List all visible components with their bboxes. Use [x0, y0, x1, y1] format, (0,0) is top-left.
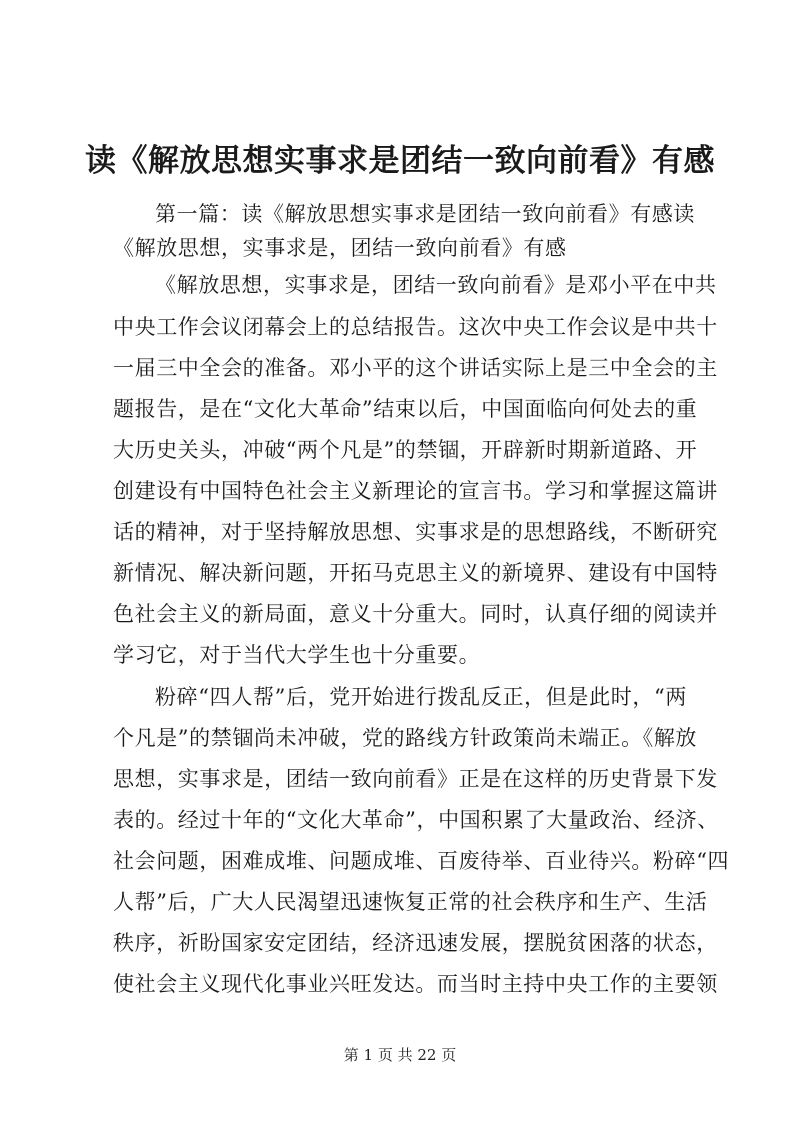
text-line: 使社会主义现代化事业兴旺发达。而当时主持中央工作的主要领: [113, 972, 718, 996]
text-line: 中央工作会议闭幕会上的总结报告。这次中央工作会议是中共十: [113, 315, 718, 339]
text-line: 《解放思想，实事求是，团结一致向前看》是邓小平在中共: [155, 273, 717, 297]
text-line: 色社会主义的新局面，意义十分重大。同时，认真仔细的阅读并: [113, 602, 718, 626]
text-line: 创建设有中国特色社会主义新理论的宣言书。学习和掌握这篇讲: [113, 479, 718, 503]
page-number-footer: 第 1 页 共 22 页: [343, 1046, 457, 1064]
text-line: 个凡是”的禁锢尚未冲破，党的路线方针政策尚未端正。《解放: [113, 726, 698, 750]
document-title: 读《解放思想实事求是团结一致向前看》有感: [85, 143, 715, 179]
text-line: 《解放思想，实事求是，团结一致向前看》有感: [113, 236, 567, 260]
text-line: 秩序，祈盼国家安定团结，经济迅速发展，摆脱贫困落的状态，: [113, 931, 718, 955]
text-line: 粉碎“四人帮”后，党开始进行拨乱反正，但是此时，“两: [155, 685, 687, 709]
text-line: 第一篇：读《解放思想实事求是团结一致向前看》有感读: [155, 202, 695, 226]
text-line: 话的精神，对于坚持解放思想、实事求是的思想路线，不断研究: [113, 520, 718, 544]
text-line: 表的。经过十年的“文化大革命”，中国积累了大量政治、经济、: [113, 808, 719, 832]
text-line: 思想，实事求是，团结一致向前看》正是在这样的历史背景下发: [113, 767, 718, 791]
text-line: 人帮”后，广大人民渴望迅速恢复正常的社会秩序和生产、生活: [113, 890, 708, 914]
text-line: 新情况、解决新问题，开拓马克思主义的新境界、建设有中国特: [113, 561, 718, 585]
text-line: 题报告，是在“文化大革命”结束以后，中国面临向何处去的重: [113, 397, 698, 421]
text-line: 社会问题，困难成堆、问题成堆、百废待举、百业待兴。粉碎“四: [113, 849, 730, 873]
text-line: 学习它，对于当代大学生也十分重要。: [113, 643, 481, 667]
text-line: 大历史关头，冲破“两个凡是”的禁锢，开辟新时期新道路、开: [113, 438, 698, 462]
text-line: 一届三中全会的准备。邓小平的这个讲话实际上是三中全会的主: [113, 356, 718, 380]
